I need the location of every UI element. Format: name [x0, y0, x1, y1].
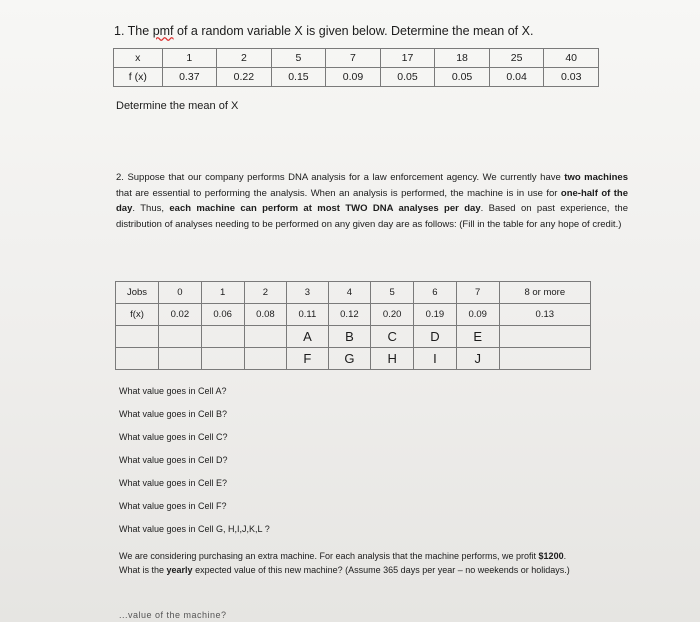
cell-c: C — [371, 326, 414, 348]
x-cell: 25 — [489, 49, 544, 68]
text: We are considering purchasing an extra machine. For each analysis that the machine performs, we profit — [119, 551, 539, 561]
cell-a: A — [287, 326, 328, 348]
question-cell-b: What value goes in Cell B? — [119, 409, 228, 419]
jobs-cell: 6 — [414, 282, 457, 304]
fx-cell: 0.15 — [271, 68, 326, 87]
title-text: 1. The — [114, 24, 153, 38]
cell-d: D — [414, 326, 457, 348]
fx-cell: 0.12 — [328, 304, 371, 326]
fx-header: f(x) — [116, 304, 159, 326]
fx-cell: 0.08 — [244, 304, 287, 326]
cutoff-text: ...value of the machine? — [119, 610, 227, 620]
title-text: of a random variable X is given below. Determine the mean of X. — [173, 24, 534, 38]
fill-row-1 — [116, 326, 591, 348]
jobs-cell: 8 or more — [499, 282, 590, 304]
fx-cell: 0.11 — [287, 304, 328, 326]
text: . — [563, 551, 567, 561]
x-cell: 5 — [271, 49, 326, 68]
text: What is the — [119, 565, 167, 575]
blank-cell — [201, 326, 244, 348]
question-cell-d: What value goes in Cell D? — [119, 455, 228, 465]
x-cell: 2 — [217, 49, 272, 68]
machine-question-line-2 — [119, 563, 639, 577]
emphasis-text: one-half of the day — [116, 187, 628, 214]
text: expected value of this new machine? (Assume 365 days per year – no weekends or holidays.) — [192, 565, 570, 575]
paragraph-text: 2. Suppose that our company performs DNA analysis for a law enforcement agency. We currently have — [116, 172, 565, 183]
cell-b: B — [328, 326, 371, 348]
pmf-table — [113, 48, 599, 87]
pmf-fx-row — [114, 68, 599, 87]
x-cell: 17 — [380, 49, 435, 68]
machine-question — [119, 549, 639, 577]
jobs-cell: 4 — [328, 282, 371, 304]
question-1-subtitle: Determine the mean of X — [116, 100, 239, 112]
blank-cell — [499, 348, 590, 370]
jobs-header: Jobs — [116, 282, 159, 304]
pmf-x-row — [114, 49, 599, 68]
profit-amount: $1200 — [538, 551, 564, 561]
x-cell: 1 — [162, 49, 217, 68]
cell-e: E — [456, 326, 499, 348]
jobs-row — [116, 282, 591, 304]
machine-question-line-1 — [119, 549, 639, 563]
question-1-title — [114, 24, 533, 38]
x-header: x — [114, 49, 163, 68]
fx-cell: 0.20 — [371, 304, 414, 326]
blank-cell — [159, 326, 202, 348]
fx-cell: 0.02 — [159, 304, 202, 326]
fx-cell: 0.05 — [435, 68, 490, 87]
jobs-cell: 0 — [159, 282, 202, 304]
fx-row — [116, 304, 591, 326]
jobs-cell: 5 — [371, 282, 414, 304]
fx-cell: 0.03 — [544, 68, 599, 87]
fx-cell: 0.22 — [217, 68, 272, 87]
dna-distribution-table — [115, 281, 591, 370]
question-cell-f: What value goes in Cell F? — [119, 501, 227, 511]
question-cell-e: What value goes in Cell E? — [119, 478, 228, 488]
fx-cell: 0.37 — [162, 68, 217, 87]
paragraph-text: that are essential to performing the analysis. When an analysis is performed, the machine is in use for — [116, 187, 561, 199]
question-cell-g-l: What value goes in Cell G, H,I,J,K,L ? — [119, 524, 270, 534]
fx-cell: 0.09 — [326, 68, 381, 87]
yearly-word: yearly — [166, 565, 193, 575]
fx-cell: 0.06 — [201, 304, 244, 326]
pmf-word: pmf — [152, 24, 174, 38]
question-cell-a: What value goes in Cell A? — [119, 386, 227, 396]
jobs-cell: 2 — [244, 282, 287, 304]
fx-cell: 0.09 — [456, 304, 499, 326]
x-cell: 40 — [544, 49, 599, 68]
question-cell-c: What value goes in Cell C? — [119, 432, 228, 442]
question-2-paragraph — [116, 170, 628, 232]
blank-cell — [159, 348, 202, 370]
fill-row-2 — [116, 348, 591, 370]
jobs-cell: 1 — [201, 282, 244, 304]
emphasis-text: each machine can perform at most TWO DNA analyses per day — [169, 203, 481, 214]
x-cell: 7 — [326, 49, 381, 68]
paragraph-text: . Based on past experience, the distribution of analyses needing to be performed on any given day are as follows: (Fill in the table for any hope of credit.) — [116, 203, 628, 230]
blank-cell — [201, 348, 244, 370]
cell-f: F — [287, 348, 328, 370]
x-cell: 18 — [435, 49, 490, 68]
cell-i: I — [414, 348, 457, 370]
cell-g: G — [328, 348, 371, 370]
cell-h: H — [371, 348, 414, 370]
blank-cell — [116, 348, 159, 370]
cell-j: J — [456, 348, 499, 370]
jobs-cell: 3 — [287, 282, 328, 304]
blank-cell — [244, 348, 287, 370]
blank-cell — [116, 326, 159, 348]
emphasis-text: two machines — [564, 172, 628, 183]
fx-header: f (x) — [114, 68, 163, 87]
paragraph-text: . Thus, — [132, 203, 170, 214]
blank-cell — [244, 326, 287, 348]
jobs-cell: 7 — [456, 282, 499, 304]
blank-cell — [499, 326, 590, 348]
fx-cell: 0.19 — [414, 304, 457, 326]
fx-cell: 0.04 — [489, 68, 544, 87]
fx-cell: 0.05 — [380, 68, 435, 87]
fx-cell: 0.13 — [499, 304, 590, 326]
